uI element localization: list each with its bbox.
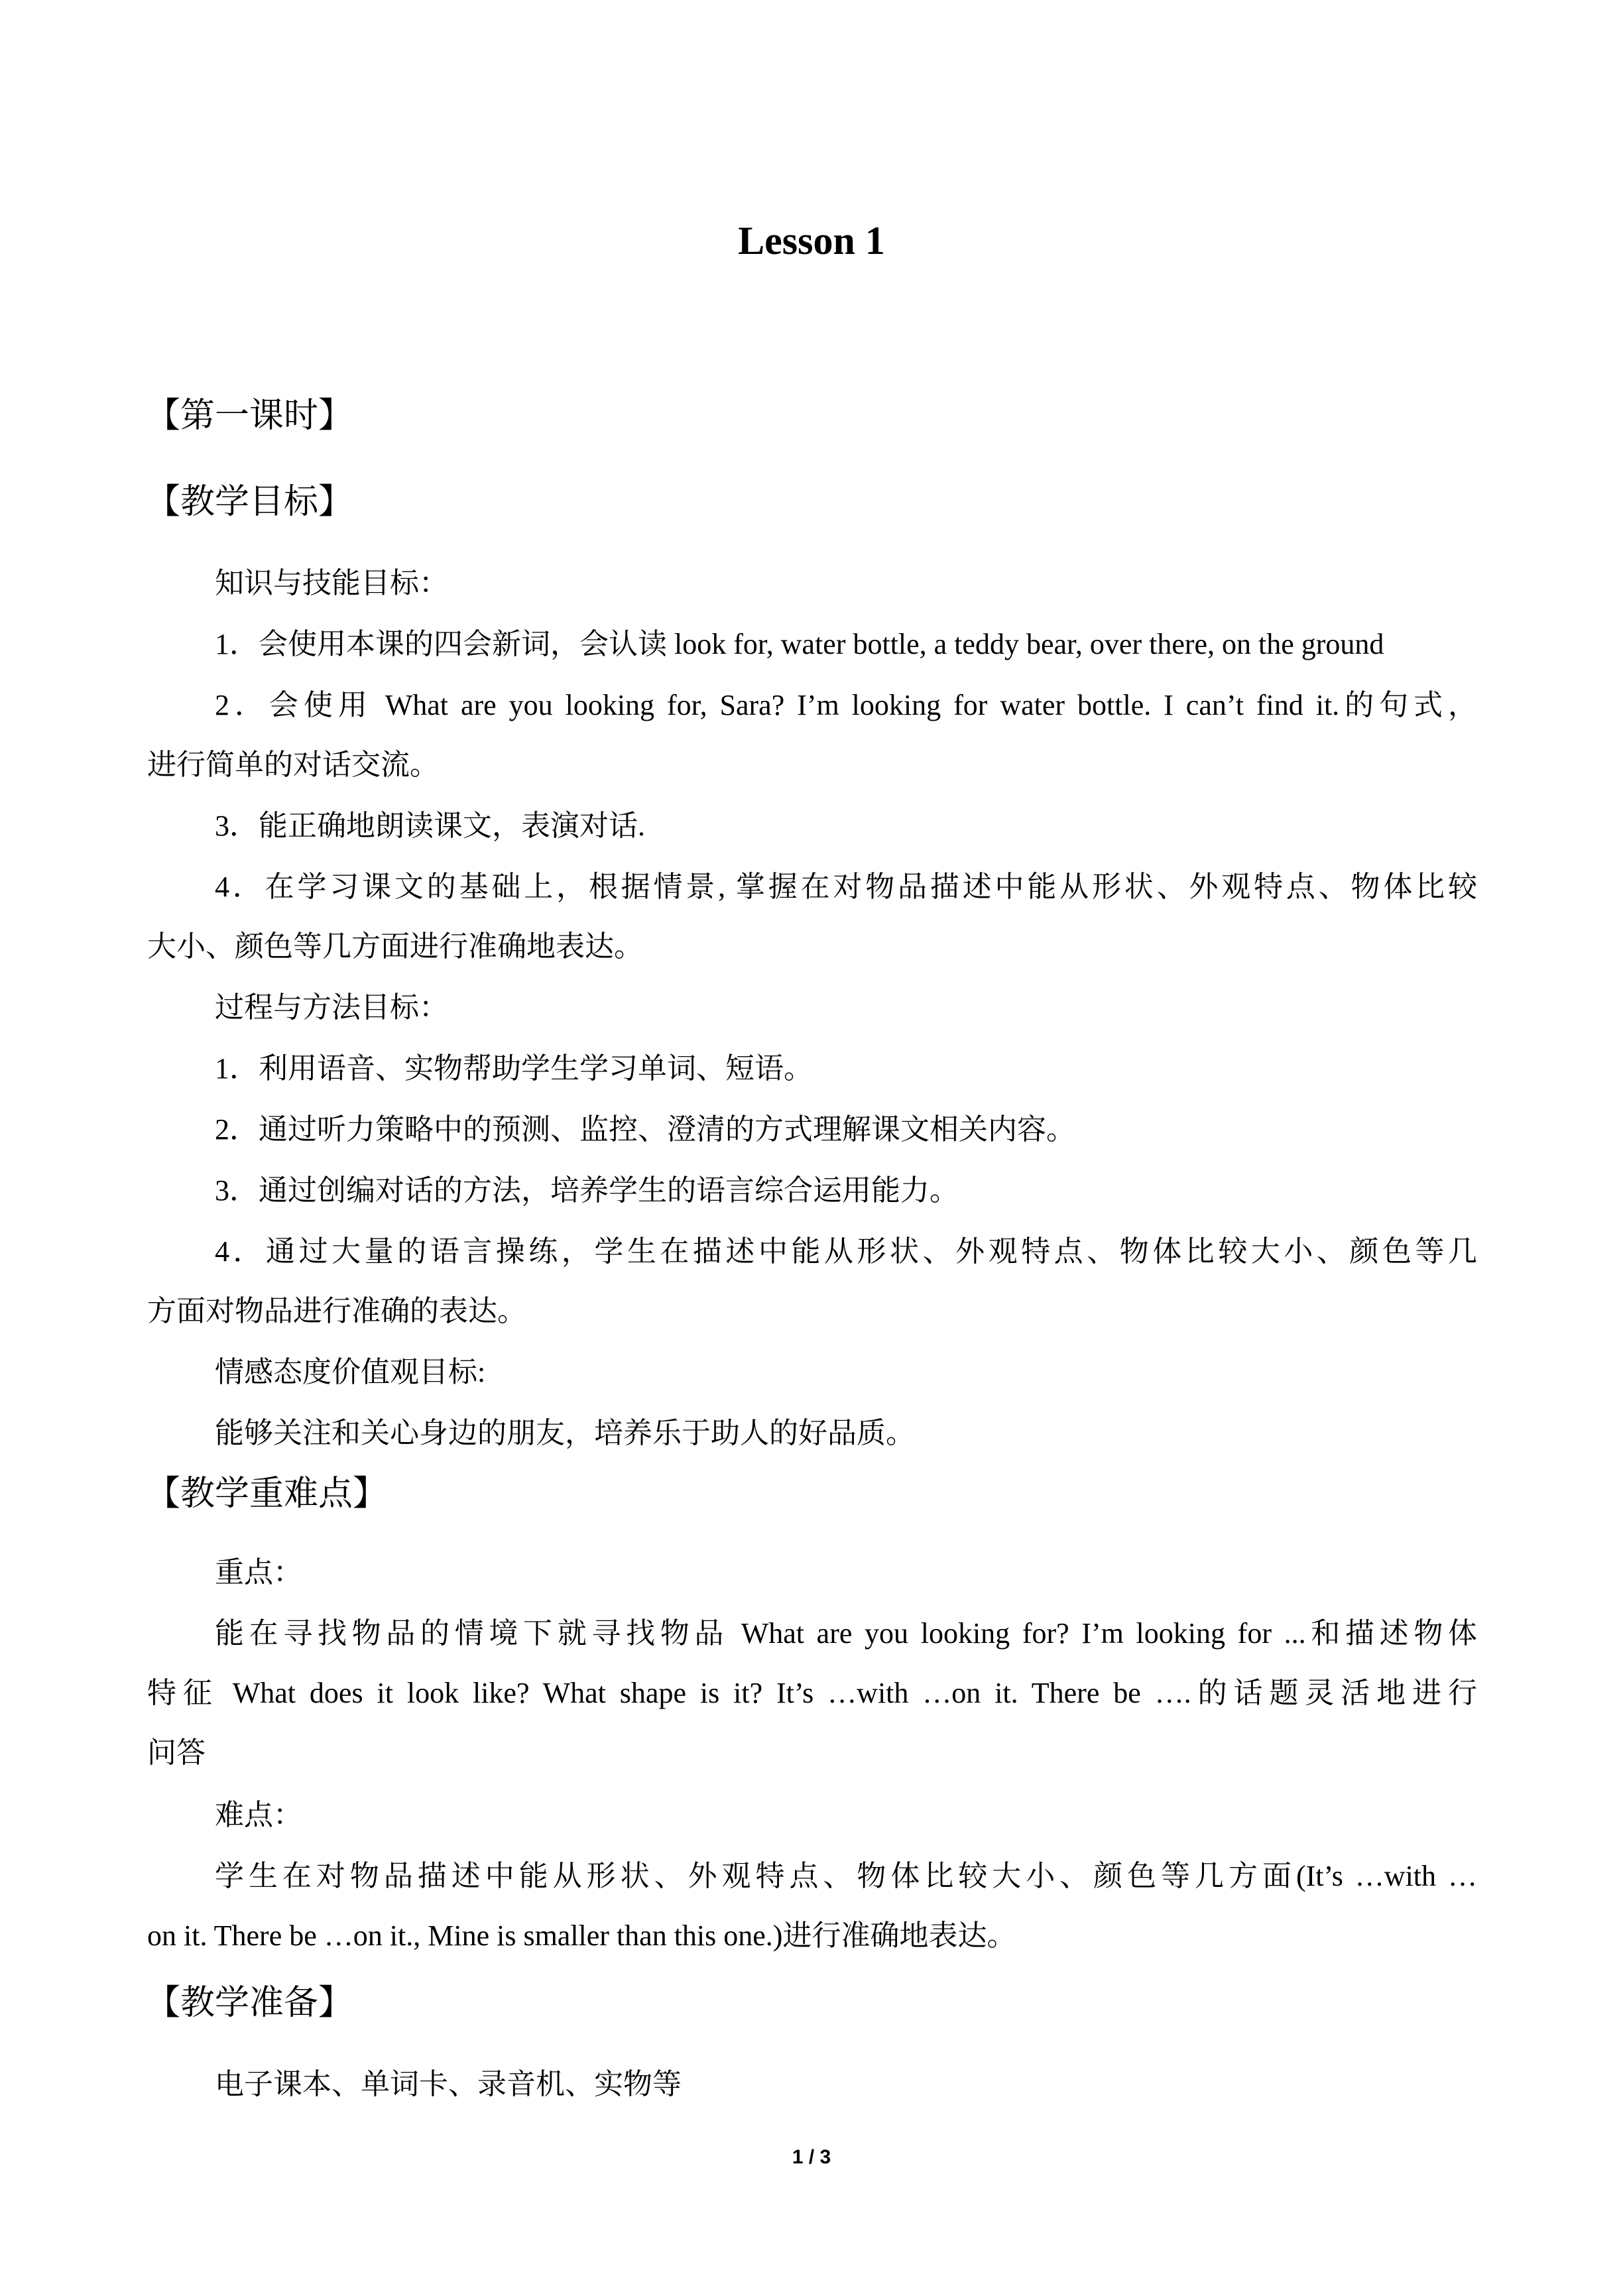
heading-key-difficult: 【教学重难点】 xyxy=(146,1474,388,1514)
difficult-point-line-2: on it. There be …on it., Mine is smaller than this one.)进行准确地表达。 xyxy=(147,1919,1016,1952)
knowledge-label: 知识与技能目标： xyxy=(215,567,448,599)
process-label: 过程与方法目标： xyxy=(215,991,448,1024)
key-point-line-1: 能在寻找物品的情境下就寻找物品 What are you looking for? I’m looking for ...和描述物体 xyxy=(215,1617,1477,1650)
knowledge-item-3: 3．能正确地朗读课文，表演对话. xyxy=(215,810,645,842)
difficult-point-line-1: 学生在对物品描述中能从形状、外观特点、物体比较大小、颜色等几方面(It’s …with … xyxy=(215,1860,1477,1892)
preparation-items: 电子课本、单词卡、录音机、实物等 xyxy=(215,2068,682,2100)
heading-objectives: 【教学目标】 xyxy=(146,482,353,522)
knowledge-item-1: 1．会使用本课的四会新词，会认读 look for, water bottle, a teddy bear, over there, on the ground xyxy=(215,628,1384,660)
process-item-3: 3．通过创编对话的方法，培养学生的语言综合运用能力。 xyxy=(215,1174,959,1207)
process-item-4: 4．通过大量的语言操练，学生在描述中能从形状、外观特点、物体比较大小、颜色等几 xyxy=(215,1235,1477,1268)
page-indicator: 1 / 3 xyxy=(792,2146,831,2168)
key-label: 重点： xyxy=(215,1556,302,1589)
emotion-label: 情感态度价值观目标: xyxy=(215,1356,486,1388)
page-title: Lesson 1 xyxy=(738,219,885,263)
heading-period: 【第一课时】 xyxy=(146,396,353,436)
process-item-4-cont: 方面对物品进行准确的表达。 xyxy=(147,1295,526,1327)
heading-preparation: 【教学准备】 xyxy=(146,1983,353,2023)
knowledge-item-2-cont: 进行简单的对话交流。 xyxy=(147,749,439,781)
key-point-line-3: 问答 xyxy=(147,1736,206,1769)
difficult-label: 难点： xyxy=(215,1799,302,1831)
knowledge-item-4: 4．在学习课文的基础上，根据情景, 掌握在对物品描述中能从形状、外观特点、物体比较 xyxy=(215,871,1477,903)
emotion-item-1: 能够关注和关心身边的朋友，培养乐于助人的好品质。 xyxy=(215,1417,915,1449)
process-item-1: 1．利用语音、实物帮助学生学习单词、短语。 xyxy=(215,1052,813,1085)
knowledge-item-4-cont: 大小、颜色等几方面进行准确地表达。 xyxy=(147,930,643,963)
key-point-line-2: 特征 What does it look like? What shape is it? It’s …with …on it. There be ….的话题灵活地进行 xyxy=(147,1677,1477,1709)
knowledge-item-2: 2．会使用 What are you looking for, Sara? I’m looking for water bottle. I can’t find it.的句式， xyxy=(215,689,1477,721)
process-item-2: 2．通过听力策略中的预测、监控、澄清的方式理解课文相关内容。 xyxy=(215,1113,1075,1146)
